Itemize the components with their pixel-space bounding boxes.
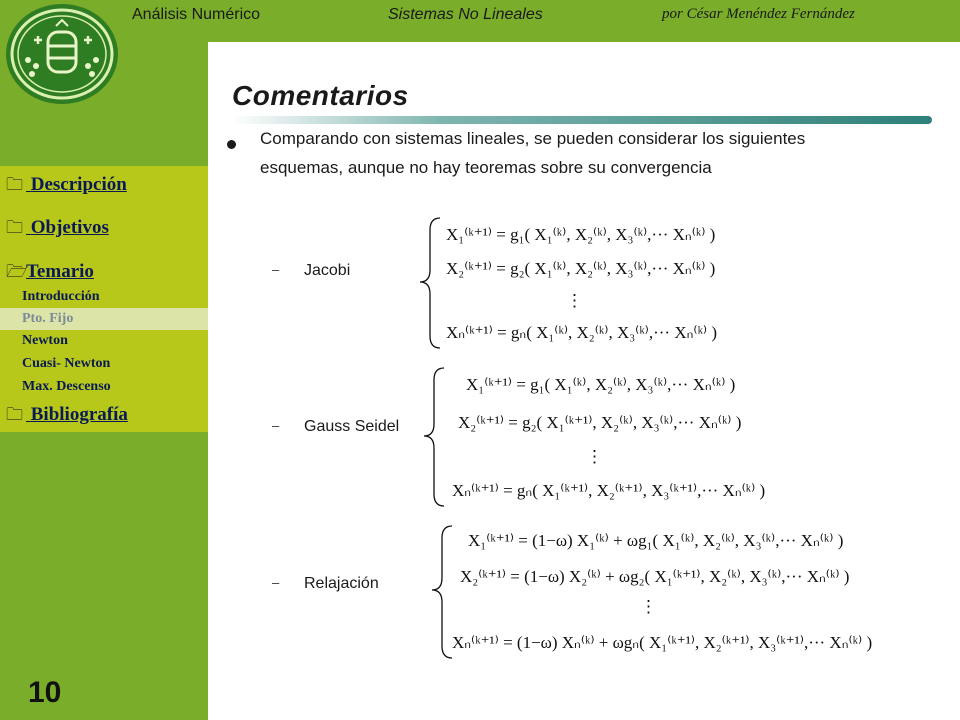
subitem-newton[interactable]: Newton	[22, 333, 68, 348]
svg-text:X₁⁽ᵏ⁺¹⁾ = (1−ω) X₁⁽ᵏ⁾ + ωg₁( X: X₁⁽ᵏ⁺¹⁾ = (1−ω) X₁⁽ᵏ⁾ + ωg₁( X₁⁽ᵏ⁾, X₂⁽ᵏ⁾, X₃⁽ᵏ⁾,··· Xₙ⁽ᵏ⁾ )	[468, 531, 844, 550]
course-name: Análisis Numérico	[132, 6, 261, 23]
relajacion-equations	[432, 526, 872, 658]
subitem-max-descenso[interactable]: Max. Descenso	[22, 379, 111, 394]
gauss-seidel-equations	[424, 368, 765, 506]
svg-text:⋮: ⋮	[586, 447, 603, 466]
jacobi-equations	[420, 218, 717, 348]
folder-icon: 🗀	[6, 218, 23, 237]
nav-label: Objetivos	[30, 217, 109, 238]
bullet-text: Comparando con sistemas lineales, se pueden considerar los siguientes esquemas, aunque no hay teoremas sobre su convergencia	[260, 129, 806, 177]
dash-icon: –	[272, 262, 280, 277]
page-title: Comentarios	[232, 80, 409, 111]
topic-name: Sistemas No Lineales	[388, 6, 543, 23]
subitem-introduccion[interactable]: Introducción	[22, 289, 100, 304]
svg-text:X₁⁽ᵏ⁺¹⁾ = g₁( X₁⁽ᵏ⁾, X₂⁽ᵏ⁾, X₃: X₁⁽ᵏ⁺¹⁾ = g₁( X₁⁽ᵏ⁾, X₂⁽ᵏ⁾, X₃⁽ᵏ⁾,··· Xₙ⁽ᵏ⁾ )	[446, 225, 716, 244]
svg-text:Xₙ⁽ᵏ⁺¹⁾ = gₙ( X₁⁽ᵏ⁺¹⁾, X₂⁽ᵏ⁺¹⁾: Xₙ⁽ᵏ⁺¹⁾ = gₙ( X₁⁽ᵏ⁺¹⁾, X₂⁽ᵏ⁺¹⁾, X₃⁽ᵏ⁺¹⁾,··· Xₙ⁽ᵏ⁾ )	[452, 481, 766, 500]
nav-label: Bibliografía	[30, 404, 128, 425]
open-folder-icon: 🗁	[6, 262, 28, 281]
subitem-cuasi-newton[interactable]: Cuasi- Newton	[22, 356, 111, 371]
svg-text:Xₙ⁽ᵏ⁺¹⁾ = gₙ( X₁⁽ᵏ⁾, X₂⁽ᵏ⁾, X₃: Xₙ⁽ᵏ⁺¹⁾ = gₙ( X₁⁽ᵏ⁾, X₂⁽ᵏ⁾, X₃⁽ᵏ⁾,··· Xₙ⁽ᵏ⁾ )	[446, 323, 718, 342]
nav-label: Temario	[26, 261, 94, 282]
page-number: 10	[28, 676, 62, 709]
author: por César Menéndez Fernández	[662, 6, 855, 22]
folder-icon: 🗀	[6, 405, 23, 424]
dash-icon: –	[272, 418, 280, 433]
svg-text:⋮: ⋮	[640, 597, 657, 616]
svg-text:X₁⁽ᵏ⁺¹⁾ = g₁( X₁⁽ᵏ⁾, X₂⁽ᵏ⁾, X₃: X₁⁽ᵏ⁺¹⁾ = g₁( X₁⁽ᵏ⁾, X₂⁽ᵏ⁾, X₃⁽ᵏ⁾,··· Xₙ⁽ᵏ⁾ )	[466, 375, 736, 394]
svg-text:X₂⁽ᵏ⁺¹⁾ = g₂( X₁⁽ᵏ⁺¹⁾, X₂⁽ᵏ⁾,: X₂⁽ᵏ⁺¹⁾ = g₂( X₁⁽ᵏ⁺¹⁾, X₂⁽ᵏ⁾, X₃⁽ᵏ⁾,··· Xₙ⁽ᵏ⁾ )	[458, 413, 742, 432]
svg-text:X₂⁽ᵏ⁺¹⁾ = (1−ω) X₂⁽ᵏ⁾ + ωg₂( X: X₂⁽ᵏ⁺¹⁾ = (1−ω) X₂⁽ᵏ⁾ + ωg₂( X₁⁽ᵏ⁺¹⁾, X₂⁽ᵏ⁾, X₃⁽ᵏ⁾,··· Xₙ⁽ᵏ⁾ )	[460, 567, 850, 586]
scheme-label-gauss-seidel: Gauss Seidel	[304, 418, 400, 435]
nav-label: Descripción	[30, 174, 127, 195]
svg-text:Xₙ⁽ᵏ⁺¹⁾ = (1−ω) Xₙ⁽ᵏ⁾ + ωgₙ( X: Xₙ⁽ᵏ⁺¹⁾ = (1−ω) Xₙ⁽ᵏ⁾ + ωgₙ( X₁⁽ᵏ⁺¹⁾, X₂⁽ᵏ⁺¹⁾, X₃⁽ᵏ⁺¹⁾,··· Xₙ⁽ᵏ⁾ )	[452, 633, 873, 652]
svg-text:X₂⁽ᵏ⁺¹⁾ = g₂( X₁⁽ᵏ⁾, X₂⁽ᵏ⁾, X₃: X₂⁽ᵏ⁺¹⁾ = g₂( X₁⁽ᵏ⁾, X₂⁽ᵏ⁾, X₃⁽ᵏ⁾,··· Xₙ⁽ᵏ⁾ )	[446, 259, 716, 278]
folder-icon: 🗀	[6, 175, 23, 194]
svg-text:⋮: ⋮	[566, 291, 583, 310]
scheme-label-relajacion: Relajación	[304, 575, 379, 592]
dash-icon: –	[272, 575, 280, 590]
scheme-label-jacobi: Jacobi	[304, 262, 351, 279]
subitem-pto-fijo[interactable]: Pto. Fijo	[22, 311, 74, 326]
